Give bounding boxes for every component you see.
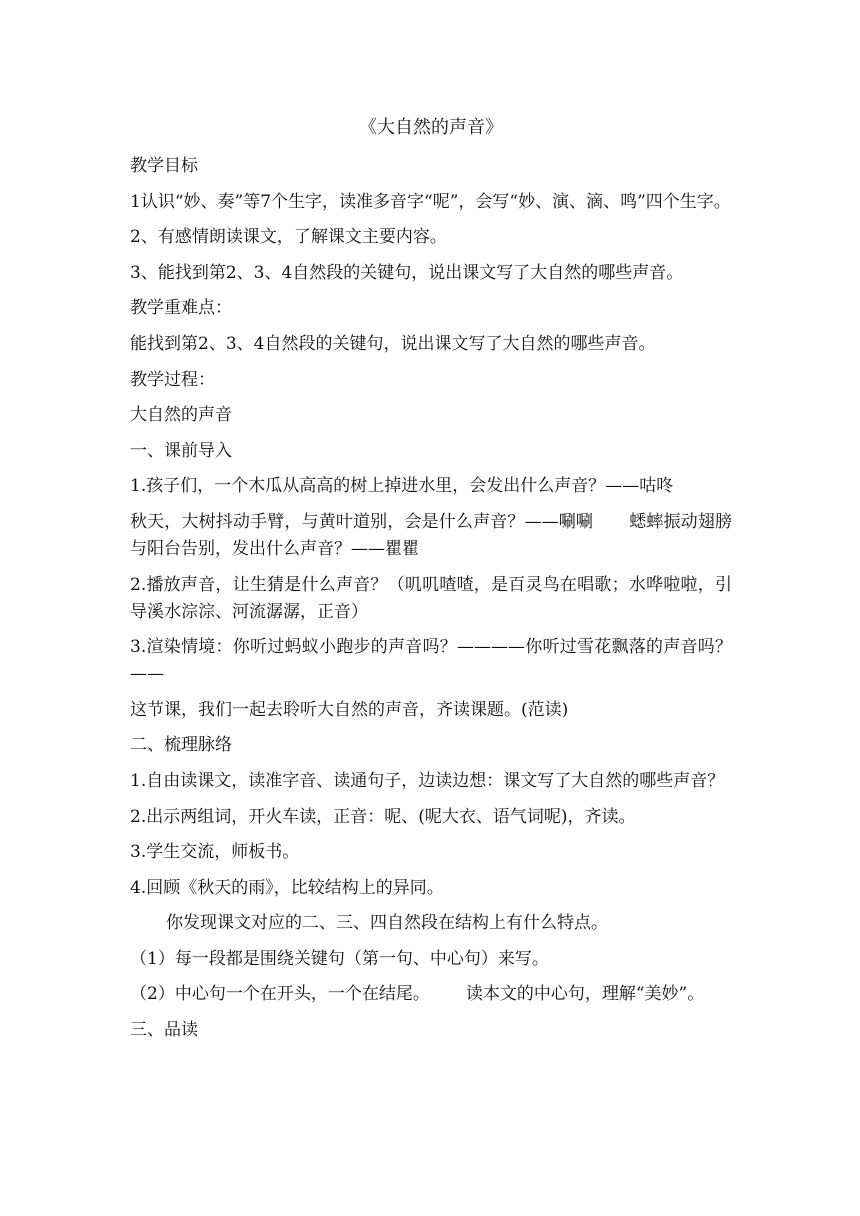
intro-item-1-continued xyxy=(130,509,732,563)
structure-item-2: 2.出示两组词，开火车读，正音：呢、(呢大衣、语气词呢)，齐读。 xyxy=(130,806,636,827)
intro-item-4: 这节课，我们一起去聆听大自然的声音，齐读课题。(范读) xyxy=(130,699,569,720)
intro-item-2: 2.播放声音，让生猜是什么声音？（叽叽喳喳，是百灵鸟在唱歌；水哗啦啦，引导溪水淙淙、河流潺潺，正音） xyxy=(130,574,732,622)
structure-item-5: 你发现课文对应的二、三、四自然段在结构上有什么特点。 xyxy=(166,913,608,934)
heading-teaching-goals: 教学目标 xyxy=(130,156,198,176)
document-body xyxy=(130,113,732,1053)
section-heading-structure: 二、梳理脉络 xyxy=(130,735,232,756)
structure-item-6: （1）每一段都是围绕关键句（第一句、中心句）来写。 xyxy=(130,948,549,969)
document-title: 《大自然的声音》 xyxy=(359,117,503,138)
section-heading-reading: 三、品读 xyxy=(130,1020,198,1041)
heading-teaching-process: 教学过程： xyxy=(130,369,215,390)
structure-item-4: 4.回顾《秋天的雨》，比较结构上的异同。 xyxy=(130,877,444,898)
intro-item-1-autumn: 秋天，大树抖动手臂，与黄叶道别，会是什么声音？——唰唰 xyxy=(130,511,594,532)
goal-item-2: 2、有感情朗读课文，了解课文主要内容。 xyxy=(130,227,447,248)
goal-item-1: 1认识“妙、奏”等7个生字，读准多音字“呢”，会写“妙、演、滴、鸣”四个生字。 xyxy=(130,191,731,212)
key-points-text: 能找到第2、3、4自然段的关键句，说出课文写了大自然的哪些声音。 xyxy=(130,333,656,354)
heading-key-points: 教学重难点： xyxy=(130,298,232,319)
structure-item-7-part-b: 读本文的中心句，理解“美妙”。 xyxy=(465,984,705,1005)
structure-item-7-part-a: （2）中心句一个在开头，一个在结尾。 xyxy=(130,984,430,1005)
section-heading-intro: 一、课前导入 xyxy=(130,440,232,461)
structure-item-7 xyxy=(130,981,732,1008)
structure-item-1: 1.自由读课文，读准字音、读通句子，边读边想：课文写了大自然的哪些声音？ xyxy=(130,770,725,791)
lesson-name: 大自然的声音 xyxy=(130,405,232,426)
structure-item-3: 3.学生交流，师板书。 xyxy=(130,842,300,863)
intro-item-3: 3.渲染情境：你听过蚂蚁小跑步的声音吗？————你听过雪花飘落的声音吗？—— xyxy=(130,637,732,685)
goal-item-3: 3、能找到第2、3、4自然段的关键句，说出课文写了大自然的哪些声音。 xyxy=(130,262,684,283)
intro-item-1: 1.孩子们，一个木瓜从高高的树上掉进水里，会发出什么声音？——咕咚 xyxy=(130,476,674,497)
intro-item-1-cricket: 蟋蟀振动翅膀与阳台告别，发出什么声音？——瞿瞿 xyxy=(130,511,732,559)
